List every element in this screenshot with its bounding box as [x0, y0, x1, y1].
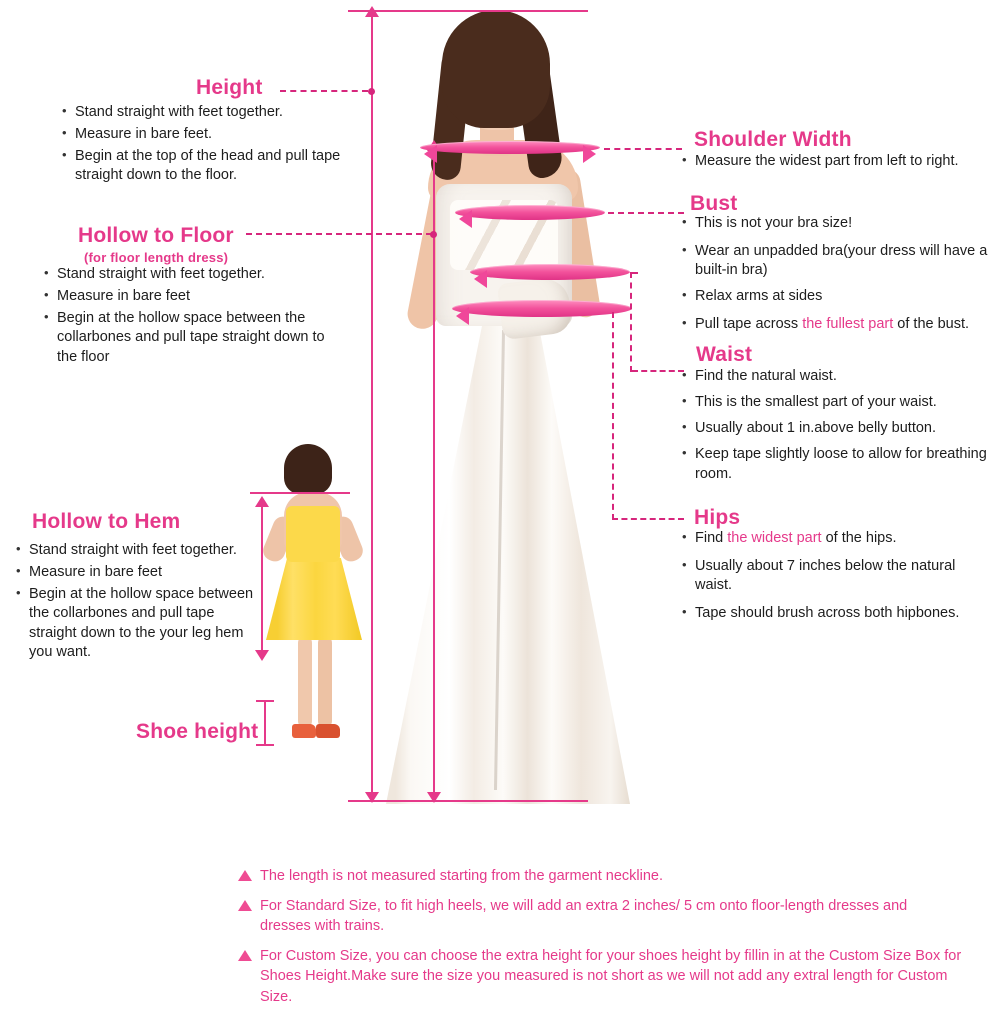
height-bottom-cap	[348, 800, 588, 802]
warning-triangle-icon	[238, 900, 252, 911]
waist-heading: Waist	[696, 343, 753, 366]
hollow-to-floor-bullet-1: • Stand straight with feet together.	[42, 265, 332, 284]
note-row-2	[238, 896, 982, 937]
hollow-hem-top-cap	[250, 492, 350, 494]
small-model-right-leg	[318, 636, 332, 728]
hips-band	[452, 300, 632, 317]
note-row-1	[238, 866, 982, 887]
note-text-2: For Standard Size, to fit high heels, we will add an extra 2 inches/ 5 cm onto floor-length dresses and dresses with trains.	[260, 897, 908, 935]
hollow-to-hem-section	[32, 510, 180, 534]
hollow-to-hem-heading: Hollow to Hem	[32, 510, 181, 533]
waist-band-arrow-left	[474, 270, 487, 288]
hollow-to-floor-heading: Hollow to Floor	[78, 224, 234, 247]
bust-bullet-3: • Relax arms at sides	[680, 287, 998, 306]
height-bullet-2: • Measure in bare feet.	[60, 125, 360, 144]
yellow-dress-skirt	[266, 558, 362, 640]
small-model-hair	[284, 444, 332, 494]
waist-leader-vertical	[630, 272, 632, 372]
shoe-height-section	[136, 720, 258, 744]
waist-bullet-list	[680, 364, 992, 487]
bust-band	[455, 205, 605, 220]
height-bullet-1: • Stand straight with feet together.	[60, 103, 360, 122]
warning-triangle-icon	[238, 950, 252, 961]
height-bullet-3: • Begin at the top of the head and pull tape straight down to the floor.	[60, 147, 360, 185]
bust-heading: Bust	[690, 192, 738, 215]
shoulder-band-arrow-left	[424, 145, 437, 163]
shoulder-width-heading: Shoulder Width	[694, 128, 852, 151]
shoe-height-top-cap	[256, 700, 274, 702]
footer-notes	[238, 866, 982, 1016]
shoe-height-rule-line	[264, 700, 266, 746]
bust-bullet-list	[680, 208, 998, 337]
warning-triangle-icon	[238, 870, 252, 881]
hollow-to-hem-bullet-list	[14, 538, 264, 665]
hips-highlight: the widest part	[727, 530, 822, 546]
hollow-floor-rule-line	[433, 150, 435, 796]
waist-leader-line	[632, 370, 684, 372]
hollow-to-hem-bullet-2: • Measure in bare feet	[14, 563, 264, 582]
shoulder-width-bullet-list	[680, 144, 996, 174]
bust-bullet-2: • Wear an unpadded bra(your dress will have a built-in bra)	[680, 242, 998, 280]
hips-bullet-1: • Find the widest part of the hips.	[680, 529, 994, 548]
bust-bullet-4: • Pull tape across the fullest part of the bust.	[680, 315, 998, 334]
bride-photo-illustration	[380, 0, 640, 812]
model-hair	[442, 10, 550, 128]
height-top-cap	[348, 10, 588, 12]
hollow-to-floor-bullet-2: • Measure in bare feet	[42, 287, 332, 306]
small-model-left-shoe	[292, 724, 316, 738]
waist-bullet-1: • Find the natural waist.	[680, 367, 992, 386]
hips-band-arrow-left	[456, 307, 469, 325]
shoe-height-bottom-cap	[256, 744, 274, 746]
hollow-to-floor-section	[78, 224, 234, 265]
hips-bullet-list	[680, 526, 994, 627]
shoe-height-heading: Shoe height	[136, 720, 259, 743]
hollow-to-hem-bullet-1: • Stand straight with feet together.	[14, 541, 264, 560]
bust-highlight: the fullest part	[802, 315, 894, 332]
waist-bullet-4: • Keep tape slightly loose to allow for breathing room.	[680, 445, 992, 483]
hips-leader-line	[612, 518, 684, 520]
hollow-to-floor-bullet-list	[42, 262, 332, 370]
height-rule-line	[371, 16, 373, 796]
hollow-to-floor-bullet-3: • Begin at the hollow space between the collarbones and pull tape straight down to the floor	[42, 309, 332, 366]
hips-heading: Hips	[694, 506, 741, 529]
hollow-floor-arrow-bottom	[427, 792, 441, 803]
bust-leader-line	[608, 212, 684, 214]
shoulder-band-arrow-right	[583, 145, 596, 163]
hips-bullet-3: • Tape should brush across both hipbones.	[680, 604, 994, 623]
shoulder-leader-line	[604, 148, 682, 150]
hips-bullet-2: • Usually about 7 inches below the natural waist.	[680, 557, 994, 595]
waist-band	[470, 264, 630, 280]
waist-leader-stub	[630, 272, 638, 274]
short-dress-photo-illustration	[258, 440, 370, 760]
small-model-right-shoe	[316, 724, 340, 738]
height-bullet-list	[60, 100, 360, 189]
height-heading: Height	[196, 76, 263, 99]
height-leader-line	[280, 90, 368, 92]
waist-bullet-3: • Usually about 1 in.above belly button.	[680, 419, 992, 438]
gown-skirt	[386, 318, 630, 804]
shoulder-width-bullet-1: • Measure the widest part from left to right.	[680, 152, 996, 171]
shoulder-width-band	[420, 141, 600, 154]
yellow-dress-bodice	[286, 506, 340, 562]
bust-band-arrow-left	[459, 210, 472, 228]
hollow-to-hem-bullet-3: • Begin at the hollow space between the collarbones and pull tape straight down to the your leg hem you want.	[14, 585, 264, 662]
waist-bullet-2: • This is the smallest part of your waist.	[680, 393, 992, 412]
height-section	[196, 76, 263, 100]
note-text-1: The length is not measured starting from the garment neckline.	[260, 868, 663, 884]
note-text-3: For Custom Size, you can choose the extra height for your shoes height by fillin in at the Custom Size Box for Shoes Height.Make sure the size you measured is not short as we will not add any extral length for Custom Size.	[260, 947, 962, 1005]
height-marker-dot	[368, 88, 375, 95]
hollow-floor-leader-line	[246, 233, 432, 235]
hollow-to-floor-subheading: (for floor length dress)	[84, 250, 229, 265]
bust-bullet-1: • This is not your bra size!	[680, 214, 998, 233]
hips-leader-vertical	[612, 312, 614, 520]
note-row-3	[238, 946, 982, 1008]
small-model-left-leg	[298, 636, 312, 728]
